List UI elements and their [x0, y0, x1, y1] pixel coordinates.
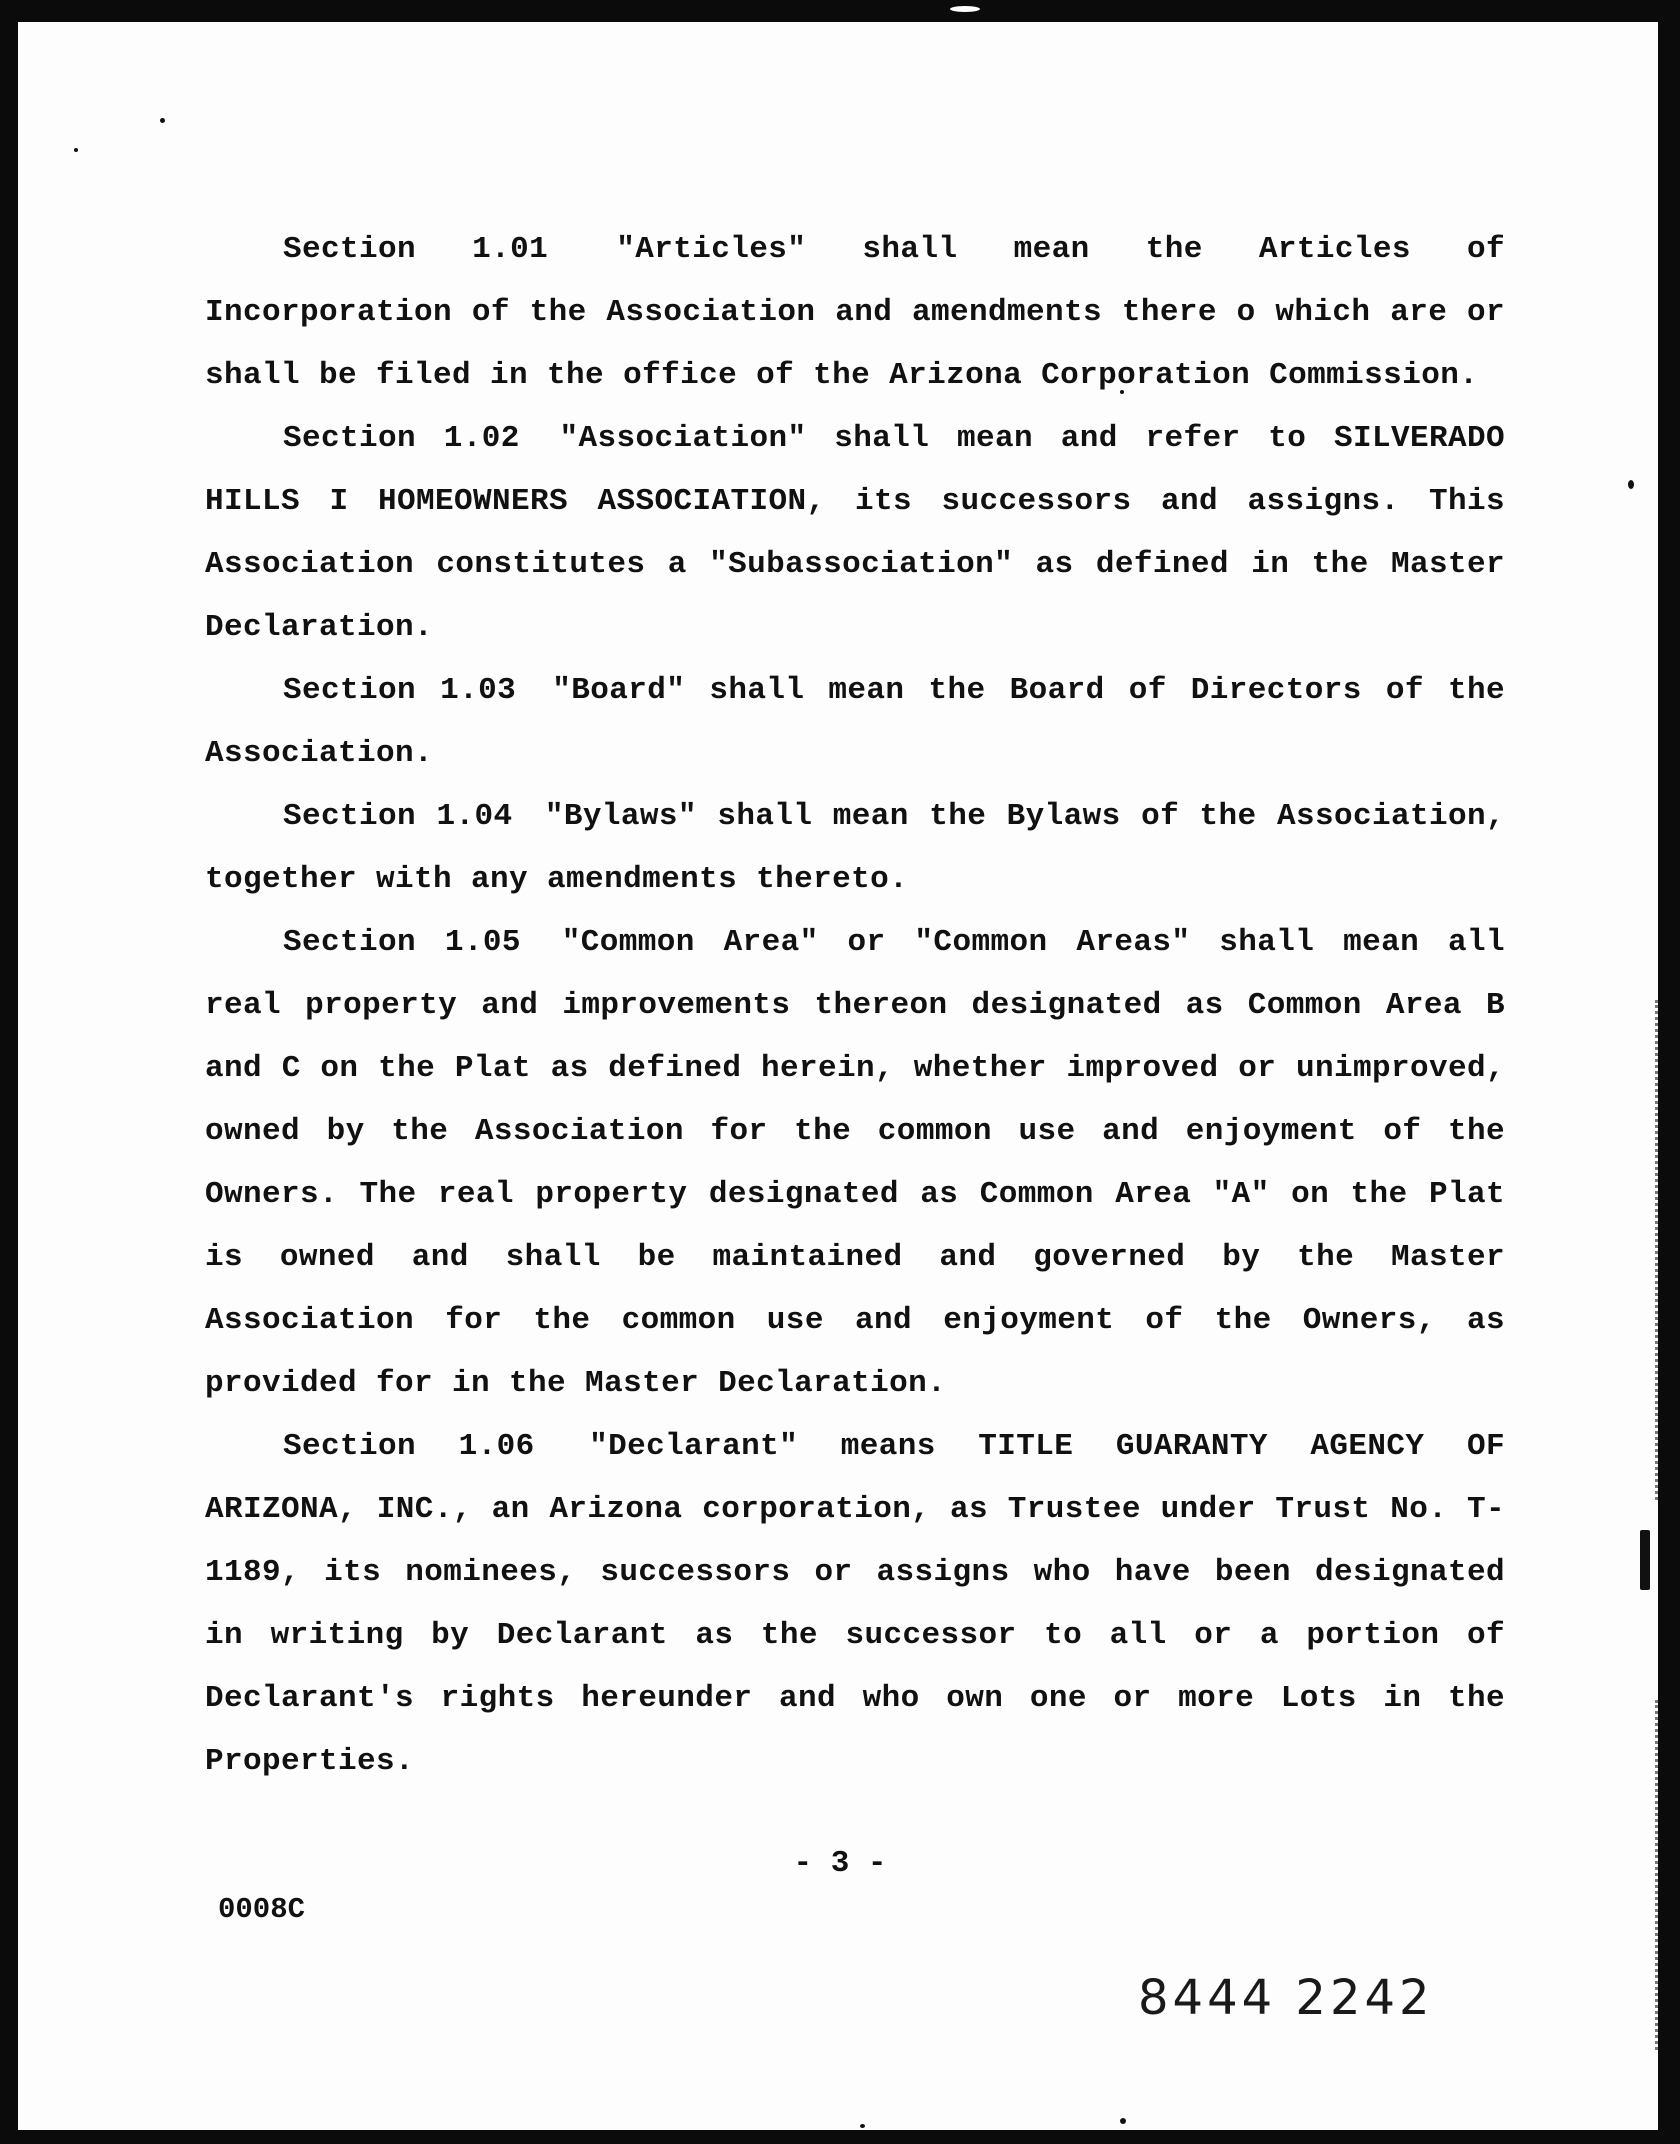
- document-body: [205, 218, 1505, 1793]
- section-text: "Association" shall mean and refer to SILVERADO HILLS I HOMEOWNERS ASSOCIATION, its successors and assigns. This Association constitutes a "Subassociation" as defined in the Master Declaration.: [205, 421, 1505, 645]
- document-code: 0008C: [218, 1893, 306, 1926]
- section-1-01: [205, 218, 1505, 407]
- section-number: Section 1.06: [283, 1429, 535, 1464]
- scan-edge-noise: [1615, 1000, 1658, 1500]
- section-text: "Common Area" or "Common Areas" shall mean all real property and improvements thereon designated as Common Area B and C on the Plat as defined herein, whether improved or unimproved, owned by the Association for the common use and enjoyment of the Owners. The real property designated as Common Area "A" on the Plat is owned and shall be maintained and governed by the Master Association for the common use and enjoyment of the Owners, as provided for in the Master Declaration.: [205, 925, 1505, 1401]
- section-number: Section 1.01: [283, 232, 549, 267]
- section-number: Section 1.02: [283, 421, 520, 456]
- scan-speck: [1628, 480, 1634, 489]
- section-number: Section 1.05: [283, 925, 521, 960]
- scan-speck: [160, 118, 165, 123]
- scan-speck: [74, 148, 78, 152]
- section-number: Section 1.03: [283, 673, 517, 708]
- scan-speck: [1120, 2118, 1126, 2124]
- section-text: "Board" shall mean the Board of Directors of the Association.: [205, 673, 1505, 771]
- section-1-02: [205, 407, 1505, 659]
- section-1-04: [205, 785, 1505, 911]
- section-1-03: [205, 659, 1505, 785]
- section-1-05: [205, 911, 1505, 1415]
- scan-speck: [950, 6, 980, 12]
- section-1-06: [205, 1415, 1505, 1793]
- section-text: "Articles" shall mean the Articles of Incorporation of the Association and amendments there o which are or shall be filed in the office of the Arizona Corporation Commission.: [205, 232, 1505, 393]
- section-text: "Declarant" means TITLE GUARANTY AGENCY OF ARIZONA, INC., an Arizona corporation, as Trustee under Trust No. T-1189, its nominees, successors or assigns who have been designated in writing by Declarant as the successor to all or a portion of Declarant's rights hereunder and who own one or more Lots in the Properties.: [205, 1429, 1505, 1779]
- scan-speck: [860, 2124, 865, 2128]
- section-text: "Bylaws" shall mean the Bylaws of the Association, together with any amendments thereto.: [205, 799, 1505, 897]
- section-number: Section 1.04: [283, 799, 513, 834]
- stamp-number: 8444 2242: [1138, 1970, 1434, 2026]
- page-number: - 3 -: [793, 1846, 887, 1881]
- scan-speck: [1640, 1530, 1650, 1590]
